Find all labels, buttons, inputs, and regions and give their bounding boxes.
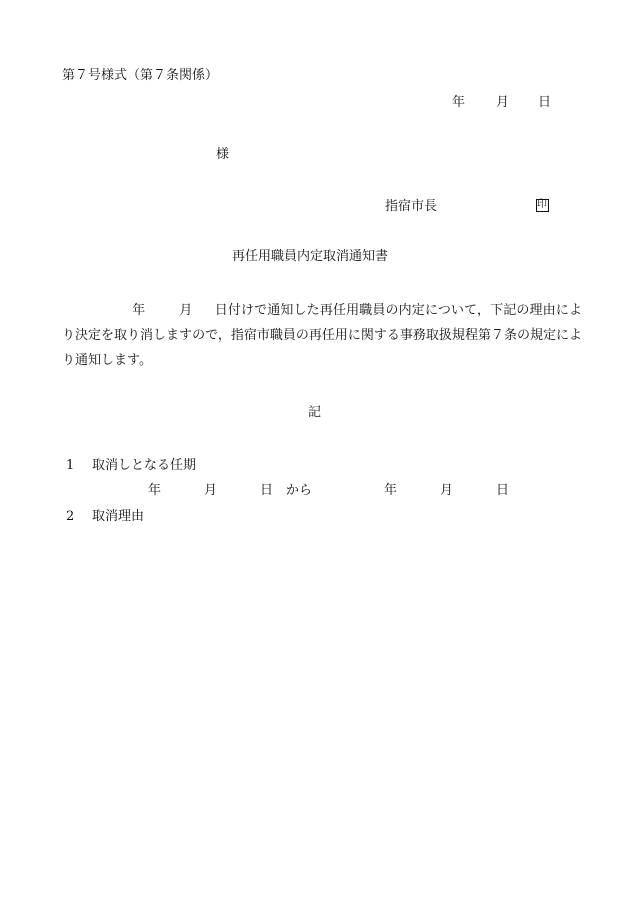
- body-paragraph: [62, 298, 582, 373]
- term-month-from: 月: [204, 483, 218, 498]
- body-text: 日付けで通知した再任用職員の内定について，下記の理由により決定を取り消しますので，指宿市職員の再任用に関する事務取扱規程第７条の規定により通知します。: [62, 303, 582, 368]
- term-kara: から: [286, 483, 313, 498]
- date-header: [0, 96, 630, 110]
- date-day-label: 日: [538, 95, 552, 110]
- form-label: 第７号様式（第７条関係）: [62, 68, 219, 83]
- item-1: [66, 459, 74, 472]
- document-title: 再任用職員内定取消通知書: [232, 249, 389, 264]
- body-year-label: 年: [132, 303, 146, 318]
- item-2: [66, 510, 74, 523]
- item-2-number: 2: [66, 509, 75, 524]
- term-year-from: 年: [148, 483, 162, 498]
- date-year-label: 年: [452, 95, 466, 110]
- body-month-label: 月: [179, 303, 193, 318]
- term-day-to: 日: [496, 483, 510, 498]
- seal-text: 印: [537, 199, 547, 210]
- item-2-label: 取消理由: [92, 509, 145, 524]
- term-day-from: 日: [260, 483, 274, 498]
- sender-title: 指宿市長: [385, 199, 438, 214]
- item-1-number: 1: [66, 458, 75, 473]
- addressee-suffix: 様: [216, 147, 230, 162]
- seal-mark: [536, 199, 549, 212]
- date-month-label: 月: [496, 95, 510, 110]
- ki-heading: 記: [308, 405, 322, 420]
- term-line: [0, 484, 630, 498]
- term-month-to: 月: [440, 483, 454, 498]
- item-1-label: 取消しとなる任期: [92, 458, 197, 473]
- term-year-to: 年: [384, 483, 398, 498]
